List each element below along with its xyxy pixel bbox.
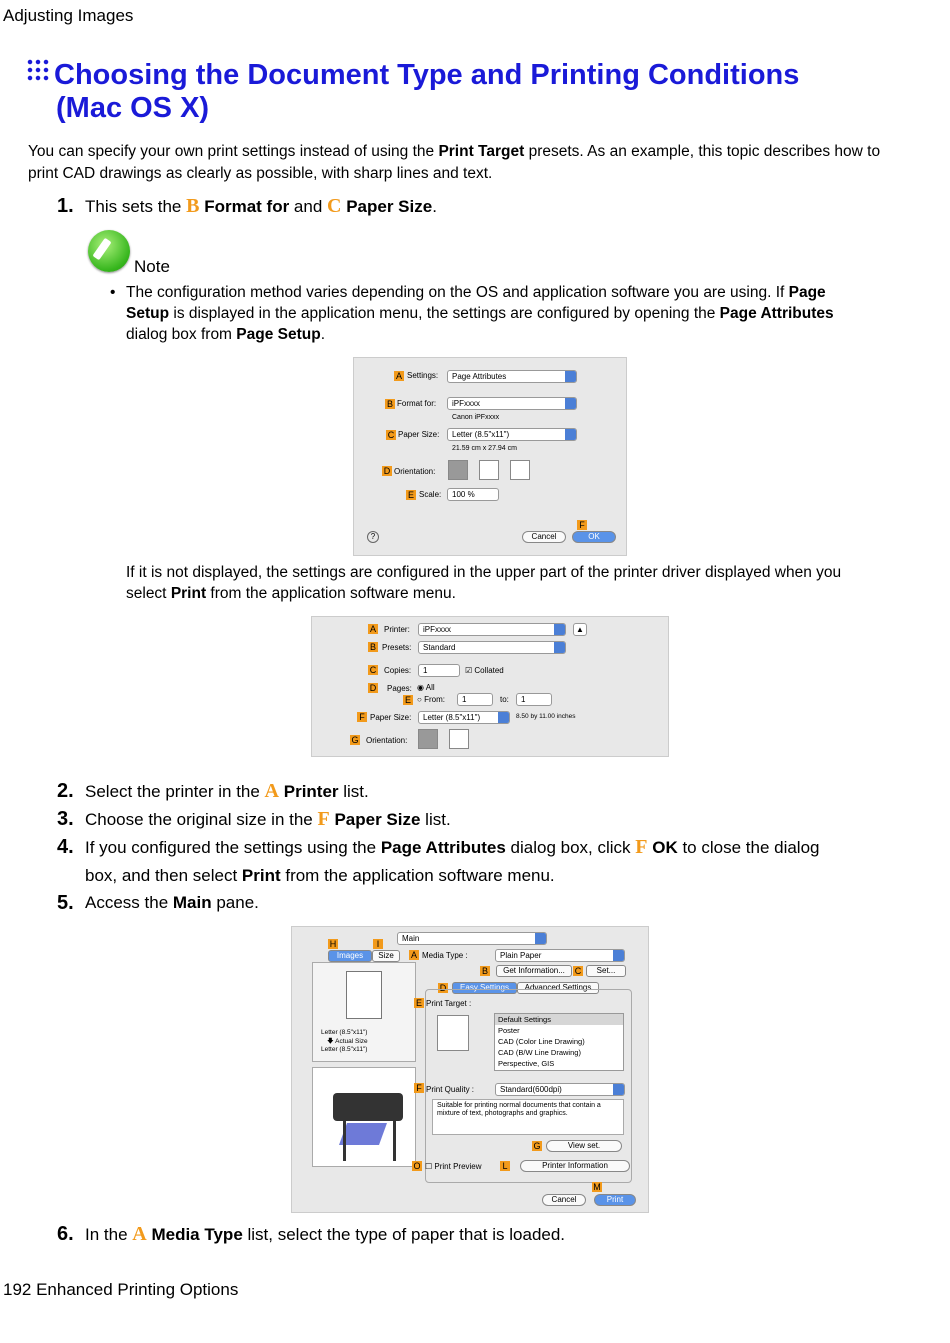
paper-icon bbox=[339, 1123, 387, 1145]
intro-text: You can specify your own print settings instead of using the bbox=[28, 143, 439, 160]
step-3 bbox=[57, 805, 907, 835]
pane-select[interactable]: Main bbox=[397, 932, 547, 945]
portrait-icon[interactable] bbox=[418, 729, 438, 749]
printer-select[interactable]: iPFxxxx bbox=[418, 623, 566, 636]
label-d: D bbox=[383, 466, 391, 476]
label-f: F bbox=[357, 712, 367, 722]
page-footer: 192 Enhanced Printing Options bbox=[3, 1280, 239, 1299]
callout-letter: B bbox=[186, 195, 200, 217]
paragraph-2 bbox=[126, 562, 861, 604]
t: from the application software menu. bbox=[206, 585, 456, 602]
printer-information-button[interactable]: Printer Information bbox=[520, 1160, 630, 1172]
t: list. bbox=[420, 810, 451, 829]
step-text bbox=[85, 889, 885, 917]
t: from the application software menu. bbox=[280, 866, 555, 885]
t: If it is not displayed, the settings are configured in the upper part of the printer driver displayed when you select bbox=[126, 564, 842, 602]
t: The configuration method varies depending on the OS and application software you are using. If bbox=[126, 284, 789, 301]
step-4 bbox=[57, 833, 907, 891]
size-info-2-text: Actual Size bbox=[335, 1038, 368, 1045]
printer-leg-icon bbox=[343, 1121, 346, 1161]
all-radio[interactable]: ◉ All bbox=[417, 683, 435, 692]
b: Page Setup bbox=[126, 284, 826, 322]
preview-panel bbox=[312, 962, 416, 1062]
print-preview-label: Print Preview bbox=[434, 1162, 482, 1171]
orientation-label: Orientation: bbox=[394, 467, 436, 476]
b: Media Type bbox=[151, 1225, 243, 1244]
label-c: C bbox=[369, 665, 377, 675]
t: list. bbox=[338, 782, 369, 801]
grid-icon bbox=[26, 58, 50, 82]
to-label: to: bbox=[500, 695, 509, 704]
landscape-icon[interactable] bbox=[449, 729, 469, 749]
label-g: G bbox=[533, 1141, 541, 1151]
t: Choose the original size in the bbox=[85, 810, 318, 829]
presets-select[interactable]: Standard bbox=[418, 641, 566, 654]
size-info-1: Letter (8.5"x11") bbox=[321, 1029, 368, 1036]
step-text bbox=[85, 1220, 885, 1249]
b: Print bbox=[170, 585, 207, 602]
page-title bbox=[26, 58, 906, 125]
format-select[interactable]: iPFxxxx bbox=[447, 397, 577, 410]
t: to close the dialog box, and then select bbox=[85, 838, 820, 885]
label-a: A bbox=[410, 950, 417, 960]
note-pencil-icon bbox=[88, 230, 130, 272]
label-c: C bbox=[574, 966, 582, 976]
t: dialog box, click bbox=[505, 838, 636, 857]
scale-label: Scale: bbox=[419, 490, 442, 499]
b: Printer bbox=[283, 782, 339, 801]
print-quality-label: Print Quality : bbox=[426, 1085, 475, 1094]
b: Page Setup bbox=[236, 326, 321, 343]
landscape-reverse-icon[interactable] bbox=[510, 460, 530, 480]
label-o: O bbox=[413, 1161, 421, 1171]
paper-select[interactable]: Letter (8.5"x11") bbox=[447, 428, 577, 441]
to-input[interactable]: 1 bbox=[516, 693, 552, 706]
label-a: A bbox=[395, 371, 402, 381]
paper-label: Paper Size: bbox=[370, 713, 412, 722]
help-icon[interactable]: ? bbox=[367, 531, 379, 543]
copies-label: Copies: bbox=[384, 666, 412, 675]
step-number: 3. bbox=[57, 808, 74, 830]
step-number: 6. bbox=[57, 1223, 74, 1245]
cancel-button[interactable]: Cancel bbox=[522, 531, 566, 543]
intro-bold: Print Target bbox=[438, 143, 525, 160]
label-d: D bbox=[369, 683, 377, 693]
tab-easy-settings[interactable]: Easy Settings bbox=[452, 982, 517, 994]
b: OK bbox=[652, 838, 678, 857]
t: is displayed in the application menu, the settings are configured by opening the bbox=[169, 305, 720, 322]
print-target-item[interactable]: CAD (Color Line Drawing) bbox=[498, 1037, 585, 1046]
collated-label: Collated bbox=[474, 666, 504, 675]
label-d: D bbox=[439, 983, 447, 993]
size-info-3: Letter (8.5"x11") bbox=[321, 1046, 368, 1053]
media-select[interactable]: Plain Paper bbox=[495, 949, 625, 962]
running-header: Adjusting Images bbox=[3, 6, 134, 25]
main-pane-dialog bbox=[291, 926, 649, 1213]
t: If you configured the settings using the bbox=[85, 838, 381, 857]
callout-letter: A bbox=[264, 780, 279, 802]
media-label: Media Type : bbox=[422, 951, 468, 960]
step-number: 1. bbox=[57, 195, 74, 217]
collated-checkbox[interactable]: ☑ Collated bbox=[465, 666, 504, 675]
label-a: A bbox=[369, 624, 376, 634]
note-label: Note bbox=[134, 257, 170, 276]
t: . bbox=[320, 326, 326, 343]
printer-leg-icon bbox=[393, 1121, 396, 1161]
portrait-icon[interactable] bbox=[448, 460, 468, 480]
print-target-item[interactable]: Perspective, GIS bbox=[498, 1059, 555, 1068]
label-g: G bbox=[351, 735, 359, 745]
ok-button[interactable]: OK bbox=[572, 531, 616, 543]
printer-body-icon bbox=[333, 1093, 403, 1121]
label-m: M bbox=[593, 1182, 601, 1192]
note-text bbox=[110, 282, 834, 352]
print-target-item[interactable]: Default Settings bbox=[495, 1014, 623, 1025]
bullet: • bbox=[110, 284, 116, 301]
label-e: E bbox=[407, 490, 414, 500]
label-b: B bbox=[386, 399, 393, 409]
page-preview-icon bbox=[346, 971, 382, 1019]
label-l: L bbox=[500, 1161, 510, 1171]
presets-label: Presets: bbox=[382, 643, 412, 652]
callout-letter: C bbox=[327, 195, 342, 217]
t: dialog box from bbox=[126, 326, 237, 343]
format-sub: Canon iPFxxxx bbox=[452, 414, 500, 421]
step-1 bbox=[57, 192, 907, 222]
label-c: C bbox=[387, 430, 395, 440]
t: and bbox=[289, 197, 327, 216]
note-body bbox=[126, 282, 836, 345]
b: Print bbox=[241, 866, 281, 885]
print-target-item[interactable]: CAD (B/W Line Drawing) bbox=[498, 1048, 581, 1057]
view-set-button[interactable]: View set. bbox=[546, 1140, 622, 1152]
b: Main bbox=[172, 893, 212, 912]
all-label: All bbox=[425, 683, 435, 692]
label-f: F bbox=[414, 1083, 424, 1093]
print-preview-checkbox[interactable]: ☐ Print Preview bbox=[425, 1162, 482, 1171]
step-6 bbox=[57, 1220, 907, 1250]
format-label: Format for: bbox=[397, 399, 437, 408]
page-attributes-dialog bbox=[353, 357, 627, 556]
print-quality-select[interactable]: Standard(600dpi) bbox=[495, 1083, 625, 1096]
print-target-label: Print Target : bbox=[426, 999, 472, 1008]
callout-letter: A bbox=[132, 1223, 147, 1245]
b: Page Attributes bbox=[719, 305, 834, 322]
title-line2: (Mac OS X) bbox=[56, 92, 210, 124]
t: pane. bbox=[211, 893, 259, 912]
tab-size[interactable]: Size bbox=[372, 950, 400, 962]
t: list, select the type of paper that is loaded. bbox=[242, 1225, 566, 1244]
scale-input[interactable]: 100 % bbox=[447, 488, 499, 501]
settings-label: Settings: bbox=[407, 371, 439, 380]
step-number: 2. bbox=[57, 780, 74, 802]
b: Paper Size bbox=[346, 197, 433, 216]
target-thumbnail-icon bbox=[437, 1015, 469, 1051]
from-input[interactable]: 1 bbox=[457, 693, 493, 706]
t: . bbox=[432, 197, 437, 216]
t: In the bbox=[85, 1225, 133, 1244]
step-text bbox=[85, 192, 885, 221]
printer-illustration bbox=[312, 1067, 416, 1167]
intro-paragraph bbox=[28, 141, 908, 185]
label-b: B bbox=[481, 966, 488, 976]
from-radio[interactable]: ○ From: bbox=[417, 695, 445, 704]
from-label: From: bbox=[424, 695, 445, 704]
get-information-button[interactable]: Get Information... bbox=[496, 965, 572, 977]
label-i: I bbox=[373, 939, 383, 949]
quality-description: Suitable for printing normal documents that contain a mixture of text, photographs and graphics. bbox=[432, 1099, 624, 1135]
pages-label: Pages: bbox=[387, 684, 412, 693]
step-text bbox=[85, 805, 885, 834]
label-h: H bbox=[329, 939, 337, 949]
expand-icon[interactable]: ▲ bbox=[573, 623, 587, 636]
size-info-2: 🡇 Actual Size bbox=[327, 1038, 368, 1045]
label-f: F bbox=[577, 520, 587, 530]
b: Page Attributes bbox=[380, 838, 506, 857]
t: Select the printer in the bbox=[85, 782, 265, 801]
intro-text-2: presets. As an example, this topic describes how to print CAD drawings as clearly as possible, with sharp lines and text. bbox=[28, 143, 881, 182]
b: Paper Size bbox=[334, 810, 421, 829]
step-text bbox=[85, 833, 855, 890]
tab-images[interactable]: Images bbox=[328, 950, 372, 962]
paper-info: 8.50 by 11.00 inches bbox=[516, 713, 576, 720]
print-target-list[interactable] bbox=[494, 1013, 624, 1071]
tab-advanced-settings[interactable]: Advanced Settings bbox=[517, 982, 599, 994]
step-5 bbox=[57, 889, 907, 919]
paper-label: Paper Size: bbox=[398, 430, 440, 439]
settings-select[interactable]: Page Attributes bbox=[447, 370, 577, 383]
cancel-button[interactable]: Cancel bbox=[542, 1194, 586, 1206]
paper-select[interactable]: Letter (8.5"x11") bbox=[418, 711, 510, 724]
print-dialog bbox=[311, 616, 669, 757]
callout-letter: F bbox=[635, 836, 648, 858]
step-2 bbox=[57, 777, 907, 807]
callout-letter: F bbox=[317, 808, 330, 830]
label-b: B bbox=[369, 642, 376, 652]
b: Format for bbox=[204, 197, 290, 216]
step-number: 4. bbox=[57, 836, 74, 858]
orientation-label: Orientation: bbox=[366, 736, 408, 745]
print-button[interactable]: Print bbox=[594, 1194, 636, 1206]
title-line1: Choosing the Document Type and Printing Conditions bbox=[54, 59, 800, 91]
print-target-item[interactable]: Poster bbox=[498, 1026, 520, 1035]
step-number: 5. bbox=[57, 892, 74, 914]
landscape-icon[interactable] bbox=[479, 460, 499, 480]
copies-input[interactable]: 1 bbox=[418, 664, 460, 677]
t: This sets the bbox=[85, 197, 187, 216]
t: Access the bbox=[85, 893, 173, 912]
label-e: E bbox=[415, 998, 422, 1008]
paper-sub: 21.59 cm x 27.94 cm bbox=[452, 445, 517, 452]
step-text bbox=[85, 777, 885, 806]
set-button[interactable]: Set... bbox=[586, 965, 626, 977]
printer-label: Printer: bbox=[384, 625, 410, 634]
label-e: E bbox=[404, 695, 411, 705]
